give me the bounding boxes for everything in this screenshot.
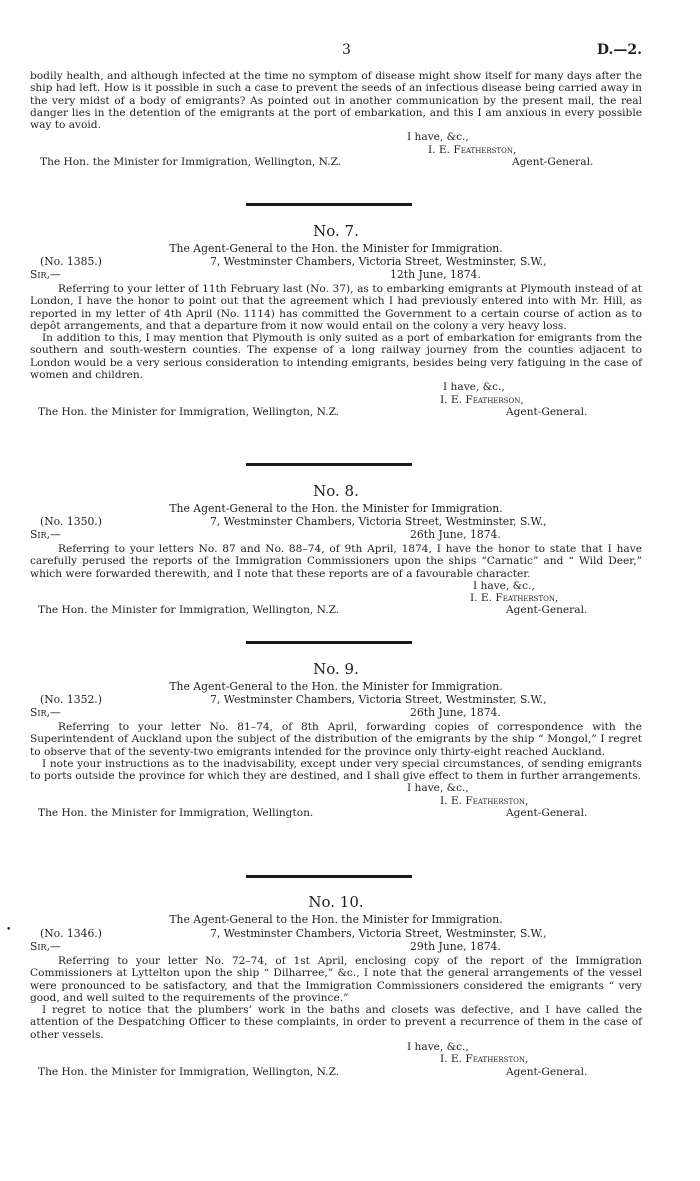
letter-addressee: The Hon. the Minister for Immigration, Wellington, N.Z.: [38, 604, 340, 617]
intro-body: bodily health, and although infected at the time no symptom of disease might show itself for many days after the ship had left. How is it possible in such a case to prevent the seeds of an infectious disease being carried away in the very midst of a body of emigrants? As pointed out in another communication by the present mail, the real danger lies in the detention of the emigrants at the port of embarkation, and this I am anxious in every possible way to avoid.: [30, 70, 642, 132]
letter-body: [30, 721, 642, 819]
letter-heading: No. 9.: [313, 660, 359, 678]
page-number: 3: [342, 42, 351, 58]
letter-from-to: The Agent-General to the Hon. the Minister for Immigration.: [169, 913, 503, 926]
letter-closing: I have, &c.,: [473, 579, 535, 592]
intro-signer: I. E. Featherston,: [428, 143, 517, 156]
letter-from-to: The Agent-General to the Hon. the Minister for Immigration.: [169, 680, 503, 693]
letter-heading: No. 8.: [313, 482, 359, 500]
letter-date: 12th June, 1874.: [390, 268, 481, 281]
letter-title: Agent-General.: [506, 405, 588, 418]
letter-title: Agent-General.: [506, 1065, 588, 1078]
page-header: [30, 42, 642, 60]
intro-title: Agent-General.: [512, 156, 594, 169]
intro-closing: I have, &c.,: [407, 131, 469, 144]
letter-body: [30, 543, 642, 617]
letter-address-block: [30, 516, 642, 542]
letter-date: 26th June, 1874.: [410, 706, 501, 719]
letter-closing: I have, &c.,: [443, 381, 505, 394]
letter-body: [30, 955, 642, 1078]
letter-heading: No. 7.: [313, 222, 359, 240]
letter-paragraph: I regret to notice that the plumbers’ work in the baths and closets was defective, and I have called the attention of the Despatching Officer to these complaints, in order to prevent a recurrence of them in the case of other vessels.: [30, 1004, 642, 1041]
section-divider: [246, 875, 412, 878]
letter-ref-no: (No. 1352.): [40, 693, 102, 706]
letter-from-to: The Agent-General to the Hon. the Minister for Immigration.: [169, 242, 503, 255]
letter-salutation: Sir,—: [30, 268, 61, 281]
letter-salutation: Sir,—: [30, 528, 61, 541]
letter-signer: I. E. Featherston,: [440, 794, 529, 807]
letter-paragraph: Referring to your letters No. 87 and No. 88–74, of 9th April, 1874, I have the honor to state that I have carefully perused the reports of the Immigration Commissioners upon the ships “Carnatic” and “ Wild Deer,” which were forwarded therewith, and I note that these reports are of a favourable character.: [30, 543, 642, 580]
letter-address-block: [30, 256, 642, 282]
series-reference: D.—2.: [596, 42, 642, 58]
letter-paragraph: I note your instructions as to the inadvisability, except under very special circumstances, of sending emigrants to ports outside the province for which they are destined, and I shall give effect to them in further arrangements.: [30, 757, 642, 783]
letter-address: 7, Westminster Chambers, Victoria Street, Westminster, S.W.,: [210, 255, 547, 268]
letter-addressee: The Hon. the Minister for Immigration, Wellington.: [38, 807, 314, 820]
letter-body: [30, 283, 642, 418]
letter-date: 26th June, 1874.: [410, 528, 501, 541]
letter-ref-no: (No. 1385.): [40, 255, 102, 268]
letter-closing: I have, &c.,: [407, 1041, 469, 1054]
letter-paragraph: Referring to your letter of 11th February last (No. 37), as to embarking emigrants at Plymouth instead of at London, I have the honor to point out that the agreement which I had previously entered into with Mr. Hill, as reported in my letter of 4th April (No. 1114) has committed the Government to a certain course of action as to depôt arrangements, and that a departure from it now would entail on the colony a very heavy loss.: [30, 283, 642, 332]
section-divider: [246, 203, 412, 206]
letter-signer: I. E. Featherston,: [440, 1053, 529, 1066]
letter-addressee: The Hon. the Minister for Immigration, Wellington, N.Z.: [38, 1065, 340, 1078]
letter-title: Agent-General.: [506, 604, 588, 617]
letter-address-block: [30, 928, 642, 954]
letter-paragraph: Referring to your letter No. 81–74, of 8th April, forwarding copies of correspondence with the Superintendent of Auckland upon the subject of the distribution of the emigrants by the ship “ Mongol,” I regret to observe that of the seventy-two emigrants intended for the province only thirty-eight reached Auckland.: [30, 721, 642, 758]
letter-ref-no: (No. 1350.): [40, 515, 102, 528]
letter-address: 7, Westminster Chambers, Victoria Street, Westminster, S.W.,: [210, 515, 547, 528]
letter-signer: I. E. Featherston,: [470, 592, 559, 605]
letter-salutation: Sir,—: [30, 940, 61, 953]
letter-from-to: The Agent-General to the Hon. the Minister for Immigration.: [169, 502, 503, 515]
letter-paragraph: In addition to this, I may mention that Plymouth is only suited as a port of embarkation for emigrants from the southern and south-western counties. The expense of a long railway journey from the counties adjacent to London would be a very serious consideration to intending emigrants, besides being very fatiguing in the case of women and children.: [30, 332, 642, 382]
letter-closing: I have, &c.,: [407, 782, 469, 795]
document-page: [6, 0, 642, 1181]
letter-paragraph: Referring to your letter No. 72–74, of 1st April, enclosing copy of the report of the Immigration Commissioners at Lyttelton upon the ship “ Dilharree,” &c., I note that the general arrangements of the vessel were pronounced to be satisfactory, and that the Immigration Commissioners considered the emigrants “ very good, and well suited to the requirements of the province.”: [30, 955, 642, 1004]
letter-salutation: Sir,—: [30, 706, 61, 719]
letter-address: 7, Westminster Chambers, Victoria Street, Westminster, S.W.,: [210, 693, 547, 706]
letter-heading: No. 10.: [308, 893, 364, 911]
letter-address: 7, Westminster Chambers, Victoria Street, Westminster, S.W.,: [210, 927, 547, 940]
letter-title: Agent-General.: [506, 807, 588, 820]
letter-ref-no: (No. 1346.): [40, 927, 102, 940]
section-divider: [246, 641, 412, 644]
letter-date: 29th June, 1874.: [410, 940, 501, 953]
intro-addressee: The Hon. the Minister for Immigration, Wellington, N.Z.: [40, 156, 342, 169]
margin-mark: •: [6, 925, 12, 935]
letter-addressee: The Hon. the Minister for Immigration, Wellington, N.Z.: [38, 405, 340, 418]
intro-section: [30, 70, 642, 168]
letter-address-block: [30, 694, 642, 720]
section-divider: [246, 463, 412, 466]
letter-signer: I. E. Featherson,: [440, 393, 524, 406]
